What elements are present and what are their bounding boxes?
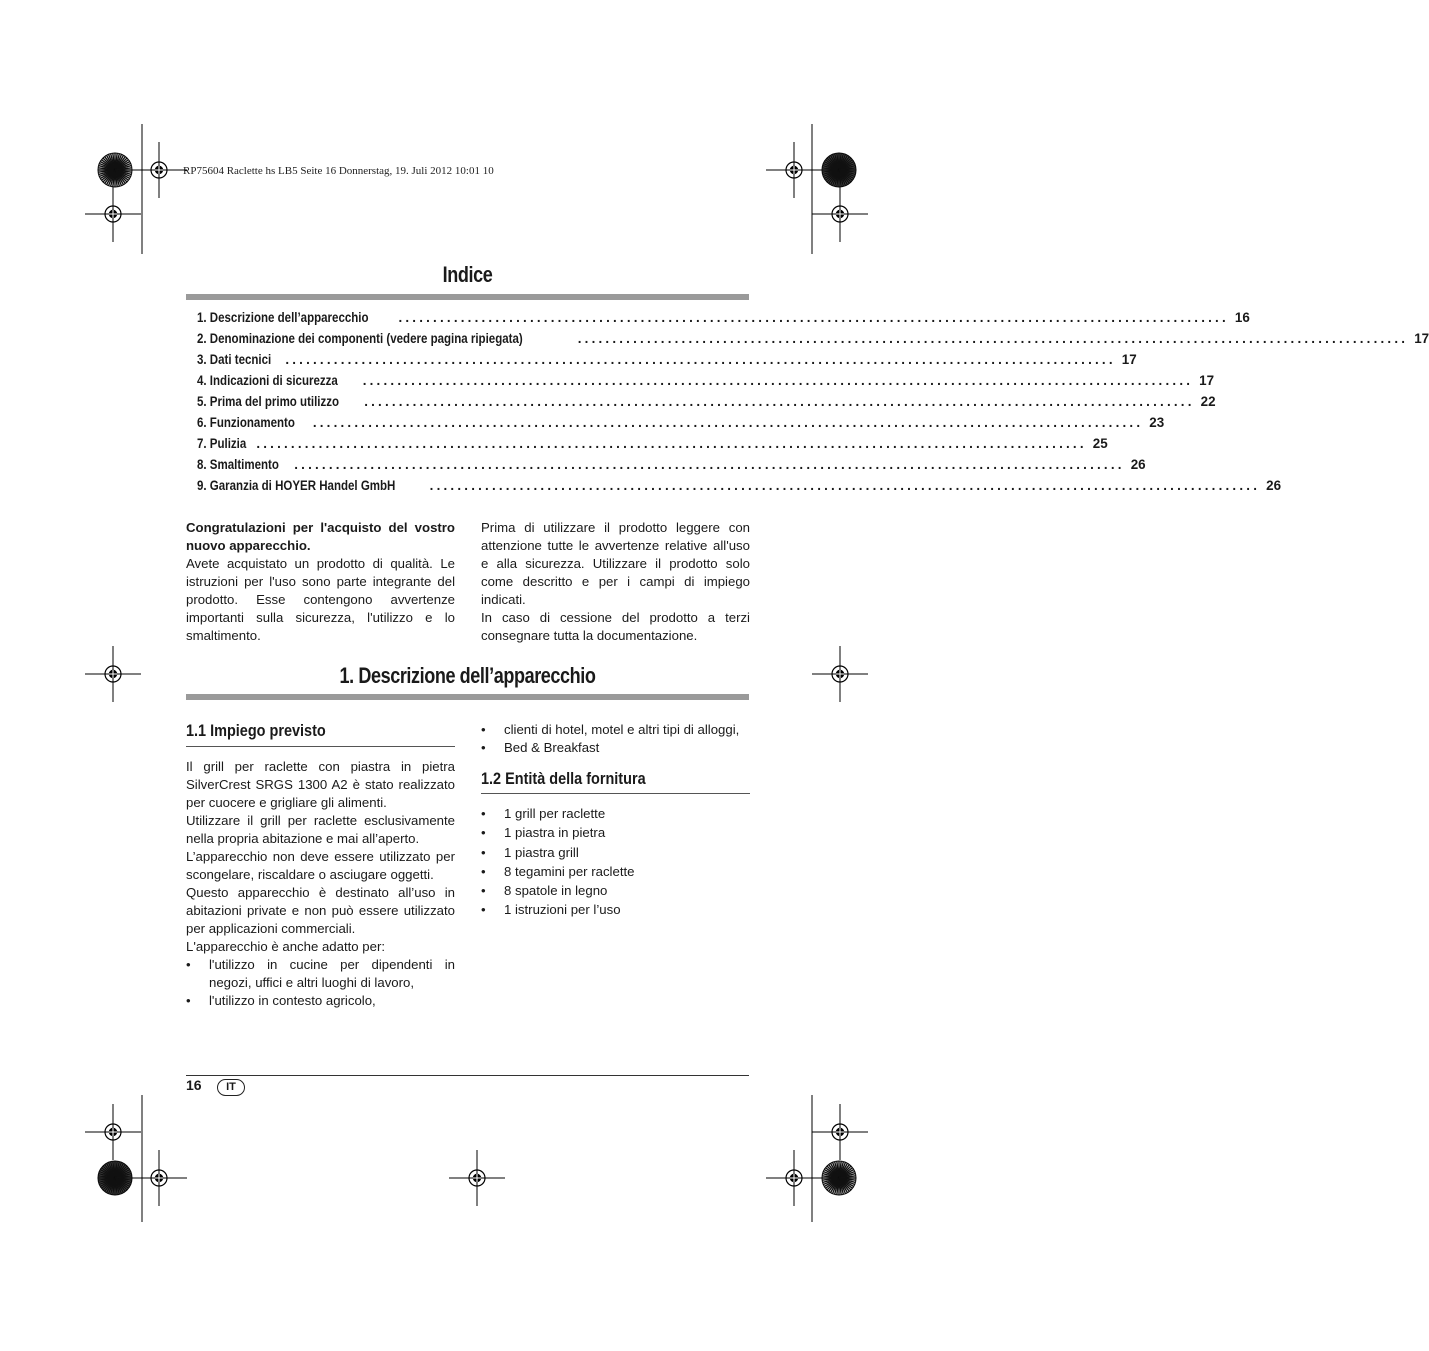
subsection-title: 1.1 Impiego previsto	[186, 721, 326, 740]
toc-title: Indice	[442, 262, 493, 287]
list-item: • 8 tegamini per raclette	[481, 862, 750, 881]
page-number: 16	[186, 1077, 202, 1093]
toc-entry-label: 8. Smaltimento	[197, 457, 279, 472]
toc-entry-label: 9. Garanzia di HOYER Handel GmbH	[197, 478, 396, 493]
registration-mark	[766, 1150, 822, 1206]
color-bar-circle	[98, 153, 132, 187]
registration-mark	[85, 186, 141, 242]
toc-leader-dots: ........................................................................................................................	[294, 457, 1125, 472]
body-paragraph: L'apparecchio è anche adatto per:	[186, 939, 386, 954]
toc-entry-page: 25	[1092, 436, 1108, 451]
toc-entry-page: 26	[1130, 457, 1146, 472]
toc-entry-label: 3. Dati tecnici	[197, 352, 272, 367]
registration-mark	[449, 1150, 505, 1206]
registration-mark	[766, 142, 822, 198]
registration-mark	[85, 646, 141, 702]
registration-mark	[812, 646, 868, 702]
body-paragraph: Utilizzare il grill per raclette esclusivamente nella propria abitazione e mai all’aperto.	[186, 813, 455, 846]
toc-leader-dots: ........................................................................................................................	[285, 352, 1116, 367]
registration-mark	[85, 1104, 141, 1160]
toc-entry-page: 17	[1414, 331, 1429, 346]
toc-entry-label: 6. Funzionamento	[197, 415, 295, 430]
section-title: 1. Descrizione dell’apparecchio	[339, 663, 596, 688]
color-bar-circle	[822, 1161, 856, 1195]
toc-leader-dots: ........................................................................................................................	[312, 415, 1144, 430]
registration-mark	[812, 1104, 868, 1160]
toc-entry-page: 26	[1266, 478, 1282, 493]
registration-mark	[812, 186, 868, 242]
toc-entry-page: 16	[1234, 310, 1250, 325]
toc-leader-dots: ........................................................................................................................	[577, 331, 1409, 346]
toc-leader-dots: ........................................................................................................................	[362, 373, 1194, 388]
toc-entry-label: 2. Denominazione dei componenti (vedere pagina ripiegata)	[197, 331, 523, 346]
toc-leader-dots: ........................................................................................................................	[429, 478, 1261, 493]
toc-entry-page: 17	[1199, 373, 1215, 388]
body-paragraph: L’apparecchio non deve essere utilizzato per scongelare, riscaldare o asciugare oggetti.	[186, 849, 455, 882]
intro-paragraph: Avete acquistato un prodotto di qualità. Le istruzioni per l'uso sono parte integrante del prodotto. Esse contengono avvertenze importanti sulla sicurezza, l'utilizzo e lo smaltimento.	[186, 556, 455, 643]
intro-paragraph: In caso di cessione del prodotto a terzi consegnare tutta la documentazione.	[481, 610, 750, 643]
list-item: • 1 grill per raclette	[481, 804, 750, 823]
color-bar-circle	[822, 153, 856, 187]
list-item: • l'utilizzo in cucine per dipendenti in negozi, uffici e altri luoghi di lavoro,	[186, 956, 455, 992]
list-item: • l'utilizzo in contesto agricolo,	[186, 992, 455, 1010]
toc-leader-dots: ........................................................................................................................	[398, 310, 1229, 325]
list-item: • 1 istruzioni per l’uso	[481, 900, 750, 919]
body-paragraph: Il grill per raclette con piastra in pietra SilverCrest SRGS 1300 A2 è stato realizzato per cuocere e grigliare gli alimenti.	[186, 759, 455, 810]
toc-entry-page: 22	[1200, 394, 1216, 409]
congrats-text: Congratulazioni per l'acquisto del vostro nuovo apparecchio.	[186, 520, 455, 553]
list-item: • 1 piastra in pietra	[481, 823, 750, 842]
body-paragraph: Questo apparecchio è destinato all’uso in abitazioni private e non può essere utilizzato per applicazioni commerciali.	[186, 885, 455, 936]
list-item: • 1 piastra grill	[481, 843, 750, 862]
toc-leader-dots: ........................................................................................................................	[364, 394, 1195, 409]
toc-leader-dots: ........................................................................................................................	[256, 436, 1087, 451]
list-item: • Bed & Breakfast	[481, 739, 750, 757]
registration-mark	[131, 142, 187, 198]
toc-entry-label: 7. Pulizia	[197, 436, 247, 451]
list-item: • clienti di hotel, motel e altri tipi di alloggi,	[481, 721, 750, 739]
toc-entry-page: 17	[1121, 352, 1137, 367]
subsection-title: 1.2 Entità della fornitura	[481, 769, 646, 788]
print-header: RP75604 Raclette hs LB5 Seite 16 Donnerstag, 19. Juli 2012 10:01 10	[183, 165, 494, 177]
toc-entry-page: 23	[1149, 415, 1165, 430]
toc-entry-label: 1. Descrizione dell’apparecchio	[197, 310, 369, 325]
registration-mark	[131, 1150, 187, 1206]
language-badge: IT	[217, 1079, 245, 1096]
color-bar-circle	[98, 1161, 132, 1195]
intro-paragraph: Prima di utilizzare il prodotto leggere con attenzione tutte le avvertenze relative all'uso e alla sicurezza. Utilizzare il prodotto solo come descritto e per i campi di impiego indicati.	[481, 520, 750, 607]
toc-entry-label: 4. Indicazioni di sicurezza	[197, 373, 338, 388]
toc-entry-label: 5. Prima del primo utilizzo	[197, 394, 340, 409]
list-item: • 8 spatole in legno	[481, 881, 750, 900]
